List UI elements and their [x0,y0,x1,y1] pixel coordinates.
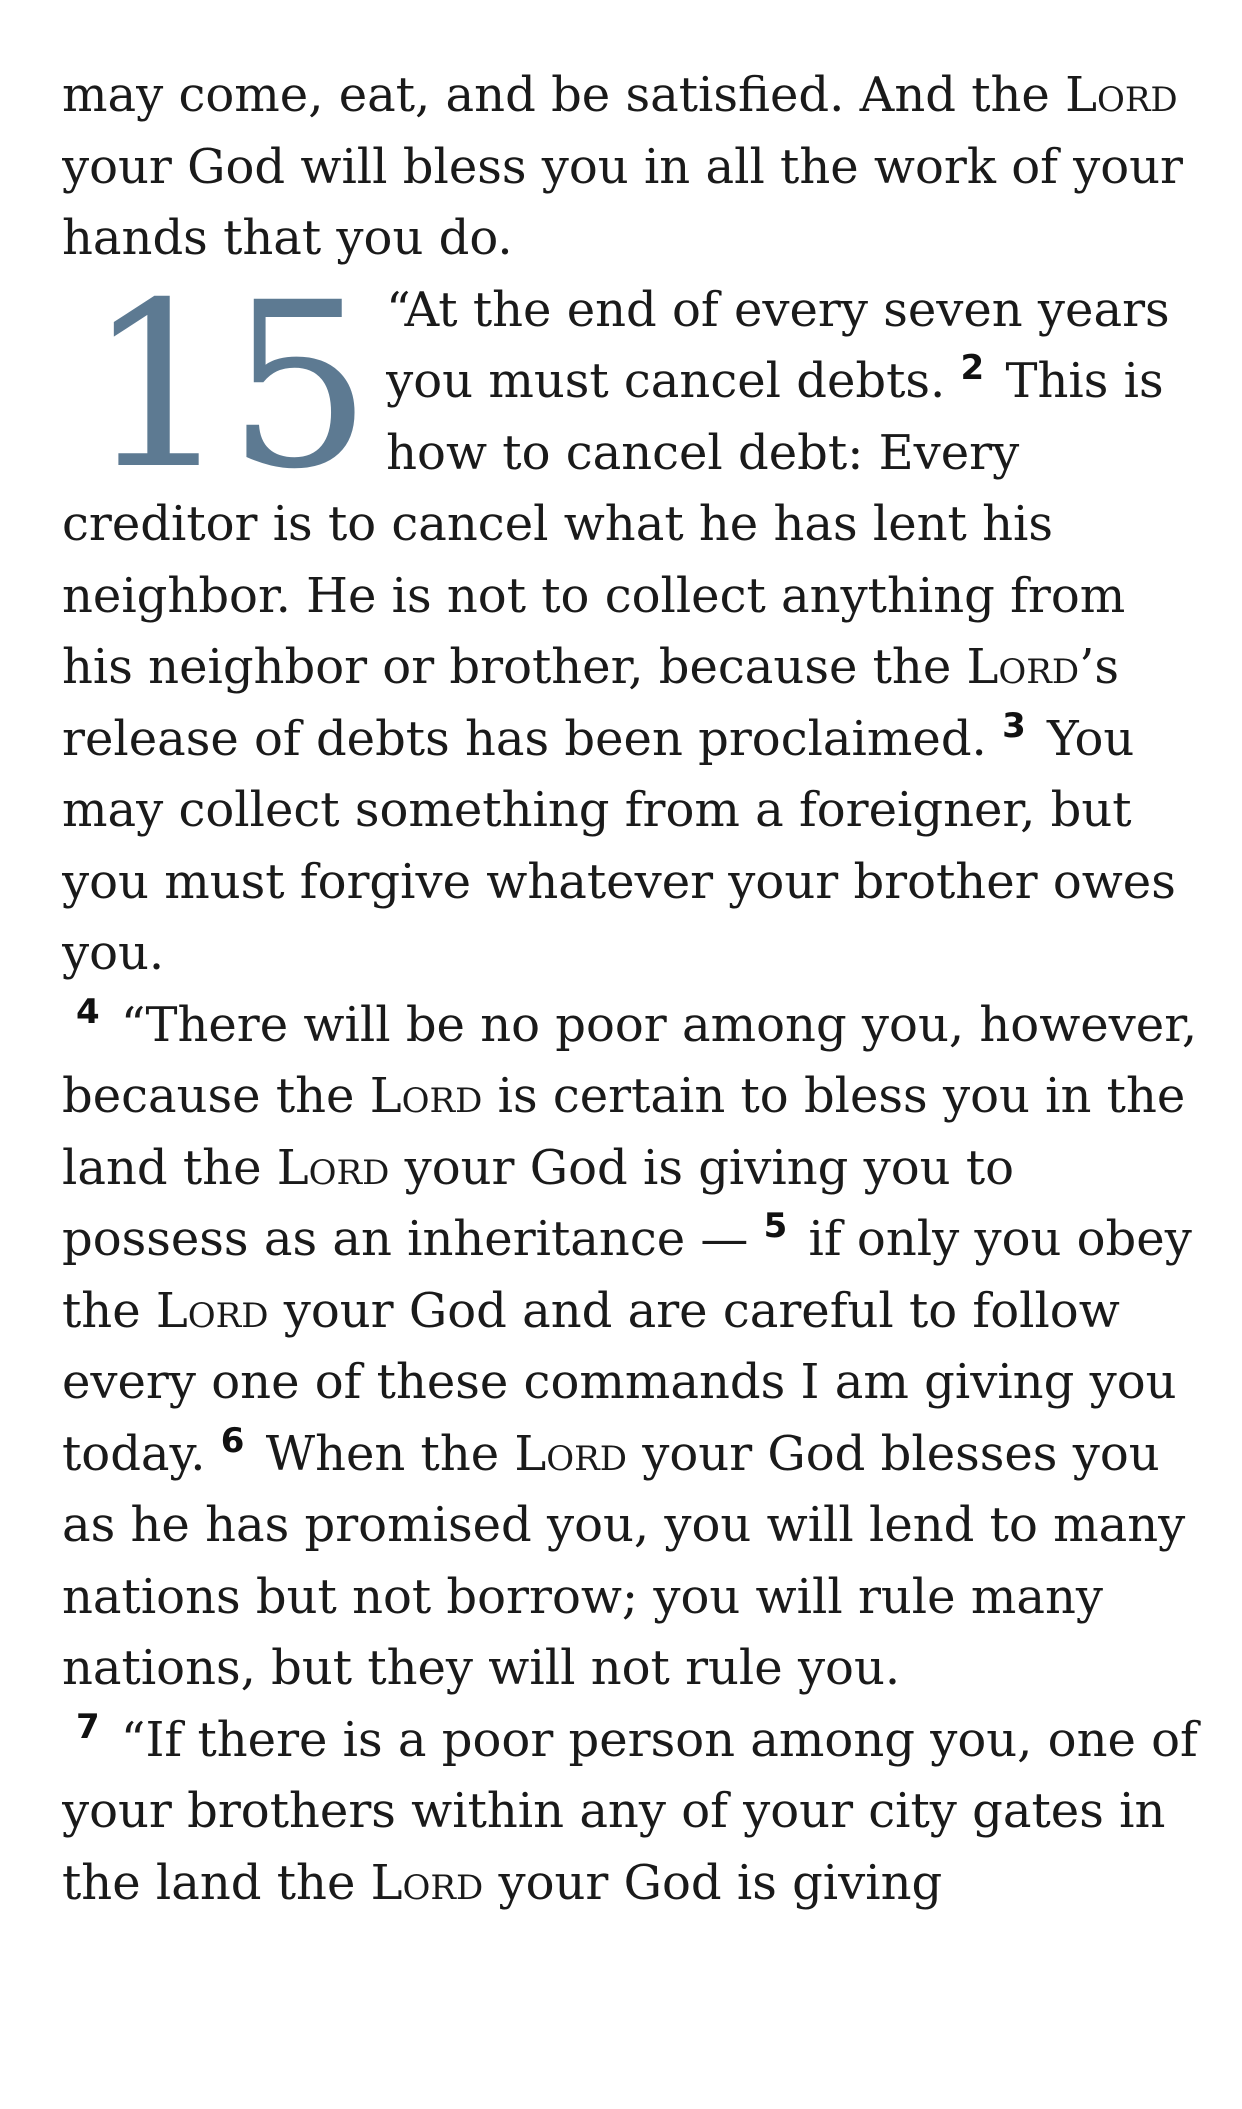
verse-7-text: your God is giving [483,1854,943,1911]
scripture-page [62,0,1202,2109]
divine-name: Lord [155,1282,269,1339]
text-run: your God will bless you in all the work of your hands that you do. [62,138,1183,266]
verse-number: 2 [960,348,985,388]
verse-number: 5 [763,1206,788,1246]
verse-2-text: ’s release of debts has been proclaimed. [62,639,1119,767]
verse-1-text: “At the end of every seven years you must cancel debts. [386,281,1170,409]
chapter-paragraph [62,252,1202,990]
divine-name: Lord [369,1068,483,1124]
divine-name: Lord [514,1425,628,1482]
verse-6-text: your God blesses you as he has promised you, you will lend to many nations but not borrow; you will rule many nations, but they will not rule you. [62,1425,1186,1696]
divine-name: Lord [966,639,1080,695]
paragraph [62,990,1202,1705]
divine-name: Lord [370,1854,484,1911]
divine-name: Lord [1065,67,1178,123]
verse-3-text: You may collect something from a foreigner, but you must forgive whatever your brother owes you. [62,710,1176,981]
verse-number: 7 [76,1706,100,1747]
text-run: may come, eat, and be satisfied. And the [62,67,1066,123]
paragraph [62,1705,1202,1920]
verse-5-text: if only you obey the [62,1211,1192,1339]
verse-number: 3 [1002,705,1026,746]
divine-name: Lord [276,1139,390,1196]
verse-4-text: your God is giving you to possess as an inheritance — [62,1139,1015,1267]
verse-7-text: “If there is a poor person among you, one of your brothers within any of your city gates in the land the [62,1711,1198,1911]
verse-number: 4 [76,991,100,1032]
verse-5-text: your God and are careful to follow every one of these commands I am giving you today. [62,1282,1177,1482]
paragraph-continuation [62,60,1202,275]
verse-6-text: When the [250,1425,515,1482]
verse-number: 6 [220,1420,245,1461]
chapter-number: 15 [86,252,369,519]
verse-4-text: “There will be no poor among you, however, because the [62,996,1198,1124]
verse-4-text: is certain to bless you in the land the [62,1068,1186,1196]
verse-2-text: This is how to cancel debt: Every creditor is to cancel what he has lent his neighbor. He is not to collect anything from his neighbor or brother, because the [62,353,1164,695]
